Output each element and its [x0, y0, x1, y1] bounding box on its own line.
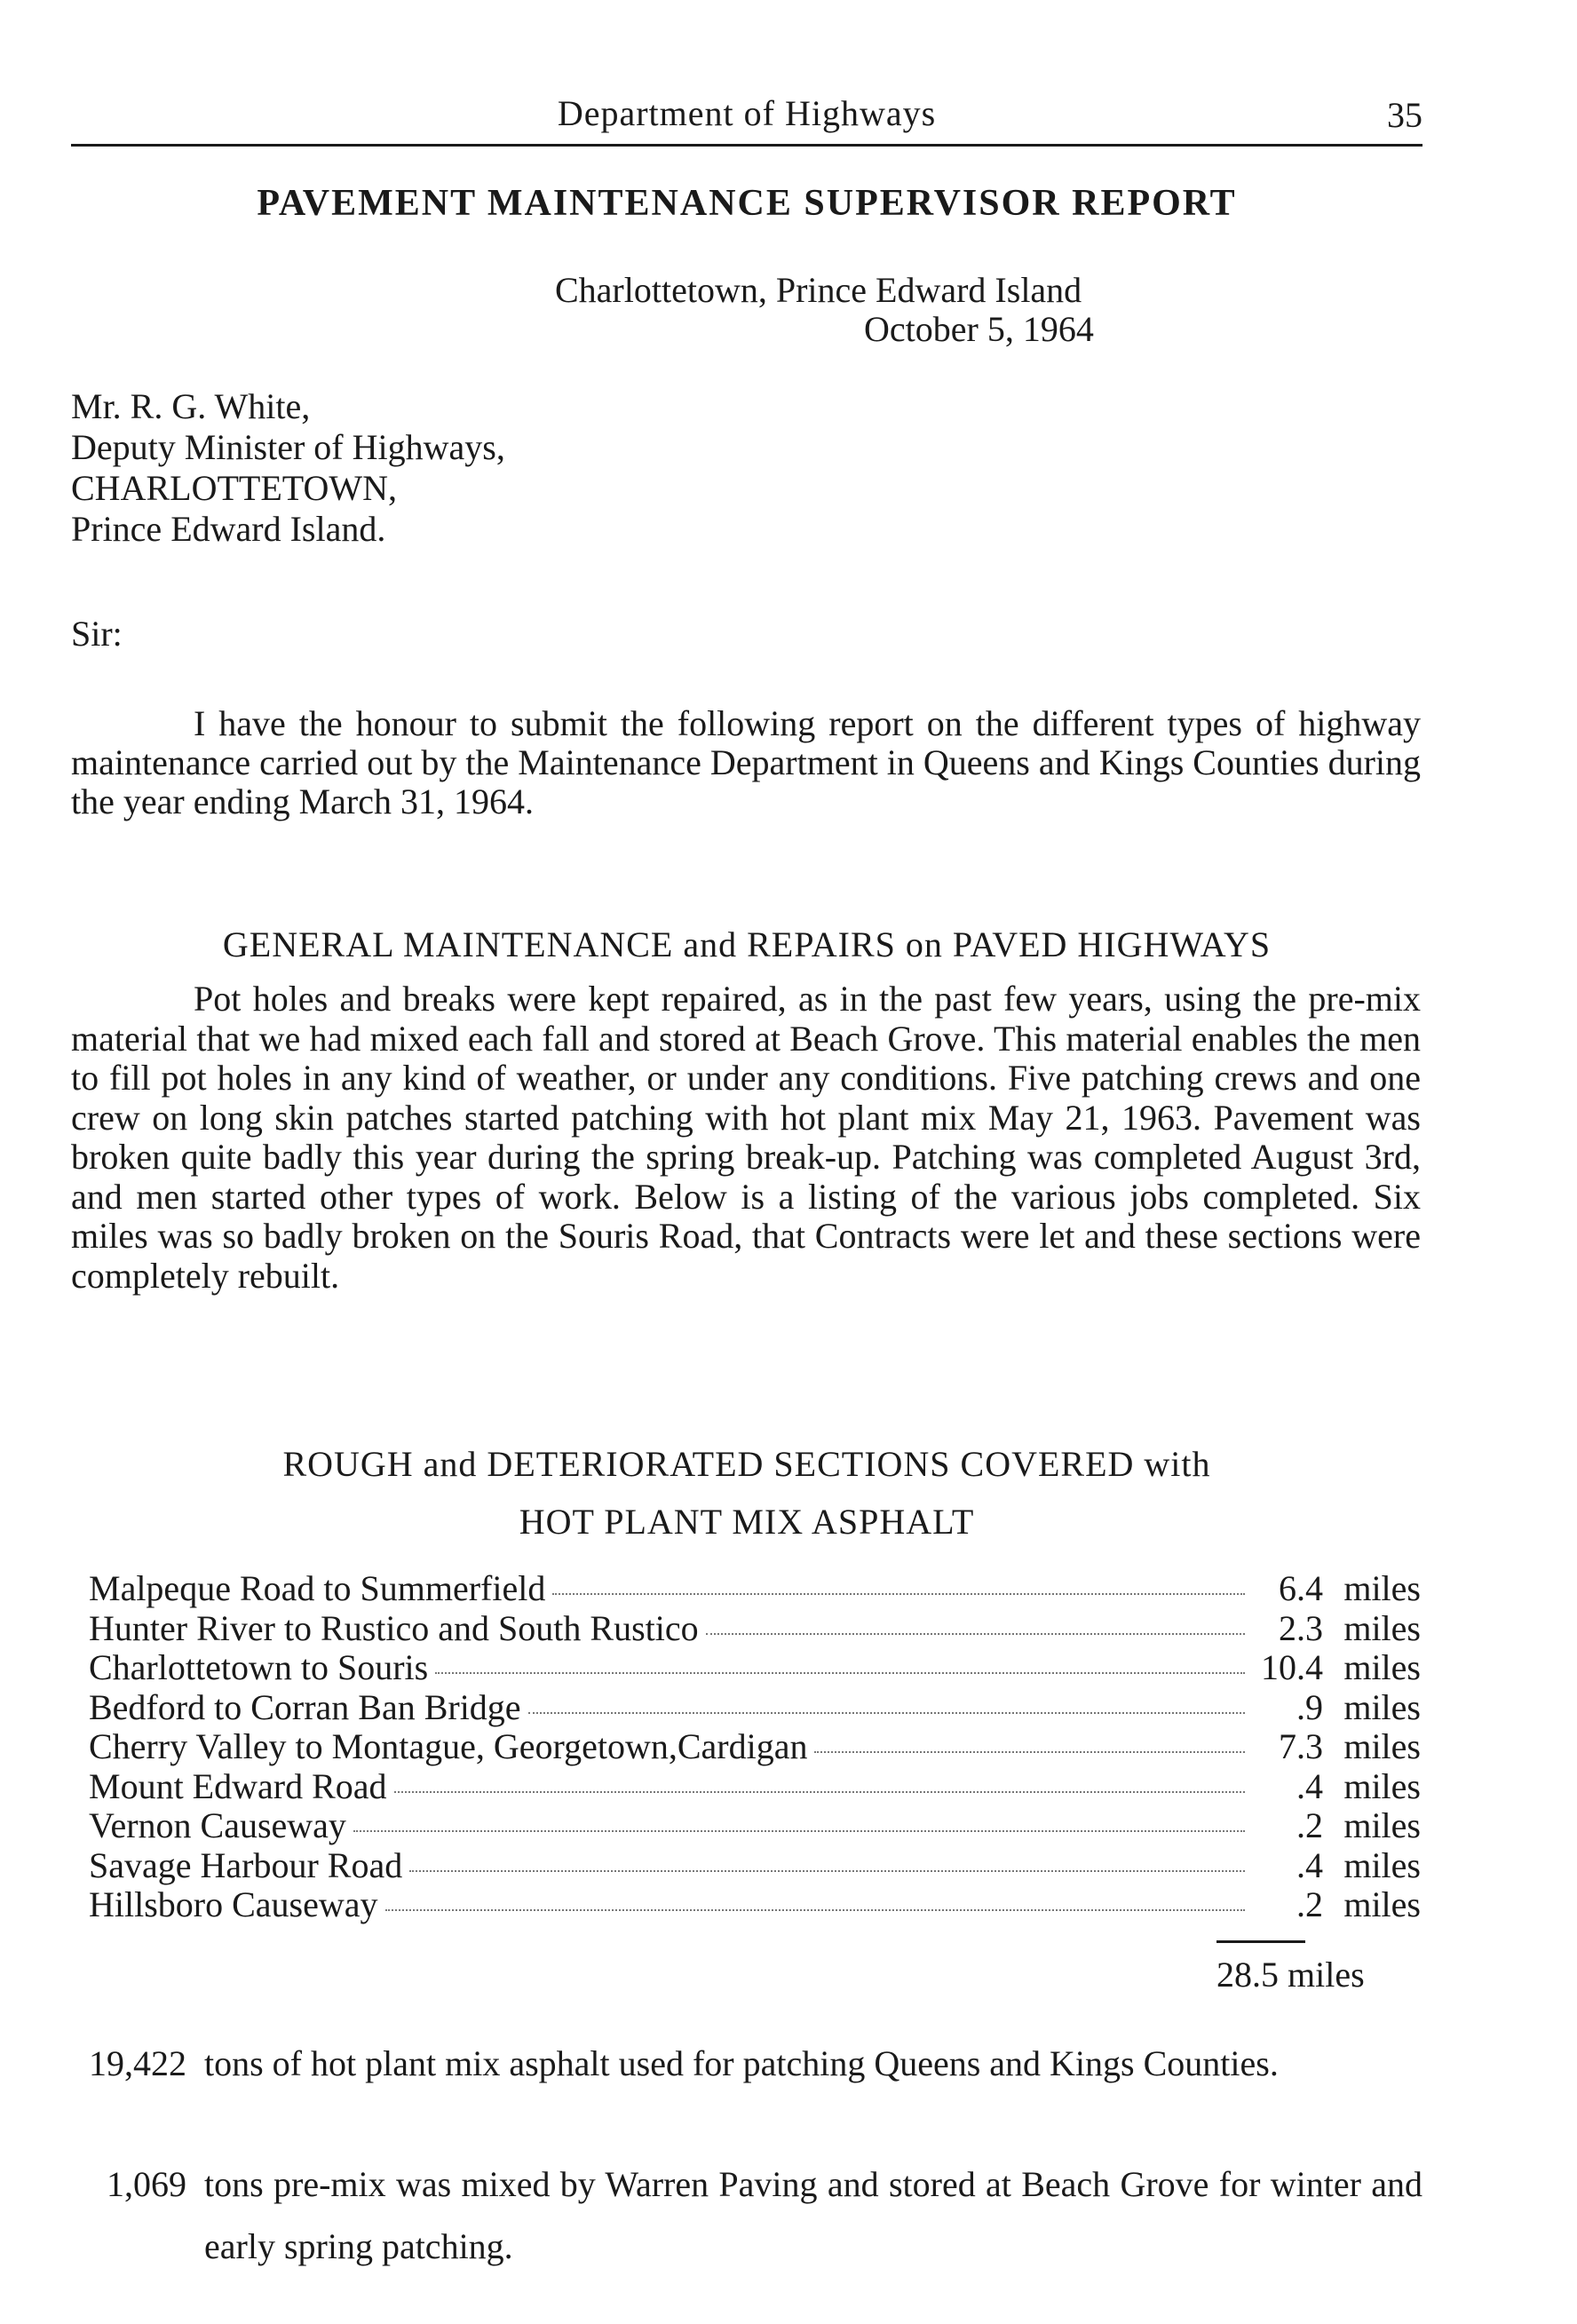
section-length: 7.3: [1279, 1726, 1323, 1766]
list-item: [89, 1844, 1421, 1884]
section-name: Savage Harbour Road: [89, 1844, 403, 1885]
sections-list: [89, 1567, 1421, 1923]
list-item: [89, 1725, 1421, 1765]
stat-text: tons of hot plant mix asphalt used for patching Queens and Kings Counties.: [204, 2043, 1279, 2083]
section-length: .4: [1296, 1844, 1323, 1885]
section-name: Hillsboro Causeway: [89, 1884, 378, 1924]
leader-dots: [706, 1633, 1245, 1635]
leader-dots: [409, 1870, 1245, 1872]
letter-date: October 5, 1964: [864, 309, 1094, 349]
leader-dots: [385, 1909, 1245, 1911]
section-unit: miles: [1343, 1844, 1421, 1885]
section-unit: miles: [1343, 1805, 1421, 1845]
section-length: .9: [1296, 1686, 1323, 1727]
section-length: 2.3: [1279, 1607, 1323, 1648]
section-heading-rough-sections: ROUGH and DETERIORATED SECTIONS COVERED with: [282, 1444, 1211, 1484]
address-line: Prince Edward Island.: [71, 509, 386, 549]
general-maintenance-paragraph: Pot holes and breaks were kept repaired, as in the past few years, using the pre-mix material that we had mixed each fall and stored at Beach Grove. This material enables the men to fill pot holes in any kind of weather, or under any conditions. Five patching crews and one crew on long skin patches started patching with hot plant mix May 21, 1963. Pavement was broken quite badly this year during the spring break-up. Patching was completed August 3rd, and men started other types of work. Below is a listing of the various jobs completed. Six miles was so badly broken on the Souris Road, that Contracts were let and these sections were completely rebuilt.: [71, 979, 1421, 1296]
place: Charlottetown, Prince Edward Island: [555, 270, 1082, 310]
section-length: .2: [1296, 1884, 1323, 1924]
section-name: Charlottetown to Souris: [89, 1647, 429, 1687]
list-item: [89, 1646, 1421, 1686]
section-length: 6.4: [1279, 1568, 1323, 1608]
running-header: [71, 89, 1422, 147]
section-unit: miles: [1343, 1884, 1421, 1924]
section-name: Vernon Causeway: [89, 1805, 346, 1845]
stat-text: tons pre-mix was mixed by Warren Paving and stored at Beach Grove for winter and early spring patching.: [204, 2164, 1422, 2266]
address-line: Mr. R. G. White,: [71, 386, 311, 426]
section-unit: miles: [1343, 1568, 1421, 1608]
intro-paragraph: I have the honour to submit the following report on the different types of highway maintenance carried out by the Maintenance Department in Queens and Kings Counties during the year ending March 31, 1964.: [71, 703, 1421, 821]
section-unit: miles: [1343, 1686, 1421, 1727]
list-item: [89, 1884, 1421, 1923]
report-title: PAVEMENT MAINTENANCE SUPERVISOR REPORT: [257, 183, 1237, 224]
section-name: Bedford to Corran Ban Bridge: [89, 1686, 521, 1727]
section-name: Malpeque Road to Summerfield: [89, 1568, 546, 1608]
section-name: Cherry Valley to Montague, Georgetown,Cardigan: [89, 1726, 808, 1766]
section-name: Mount Edward Road: [89, 1765, 387, 1806]
leader-dots: [814, 1751, 1245, 1753]
leader-dots: [528, 1712, 1245, 1714]
leader-dots: [552, 1593, 1245, 1595]
section-unit: miles: [1343, 1726, 1421, 1766]
section-unit: miles: [1343, 1647, 1421, 1687]
address-line: Deputy Minister of Highways,: [71, 427, 505, 467]
section-heading-general-maintenance: GENERAL MAINTENANCE and REPAIRS on PAVED HIGHWAYS: [222, 924, 1272, 964]
section-length: .4: [1296, 1765, 1323, 1806]
section-length: .2: [1296, 1805, 1323, 1845]
total-miles: 28.5 miles: [1216, 1955, 1365, 1995]
section-subheading-hot-plant-mix: HOT PLANT MIX ASPHALT: [519, 1502, 975, 1542]
page-number: 35: [1387, 95, 1422, 135]
section-unit: miles: [1343, 1765, 1421, 1806]
stat-quantity: 19,422: [89, 2043, 186, 2083]
section-unit: miles: [1343, 1607, 1421, 1648]
list-item: [89, 1567, 1421, 1607]
list-item: [89, 1804, 1421, 1844]
salutation: Sir:: [71, 614, 123, 654]
place-date: [555, 271, 1094, 349]
list-item: [89, 1607, 1421, 1647]
list-item: [89, 1765, 1421, 1805]
leader-dots: [394, 1791, 1245, 1793]
section-name: Hunter River to Rustico and South Rustico: [89, 1607, 699, 1648]
leader-dots: [435, 1672, 1245, 1674]
total-rule: [1216, 1940, 1305, 1943]
address-line: CHARLOTTETOWN,: [71, 468, 397, 508]
section-length: 10.4: [1261, 1647, 1323, 1687]
recipient-address: [71, 386, 505, 550]
list-item: [89, 1686, 1421, 1726]
leader-dots: [353, 1830, 1245, 1832]
department-name: Department of Highways: [557, 93, 937, 133]
stat-quantity: 1,069: [107, 2164, 186, 2204]
